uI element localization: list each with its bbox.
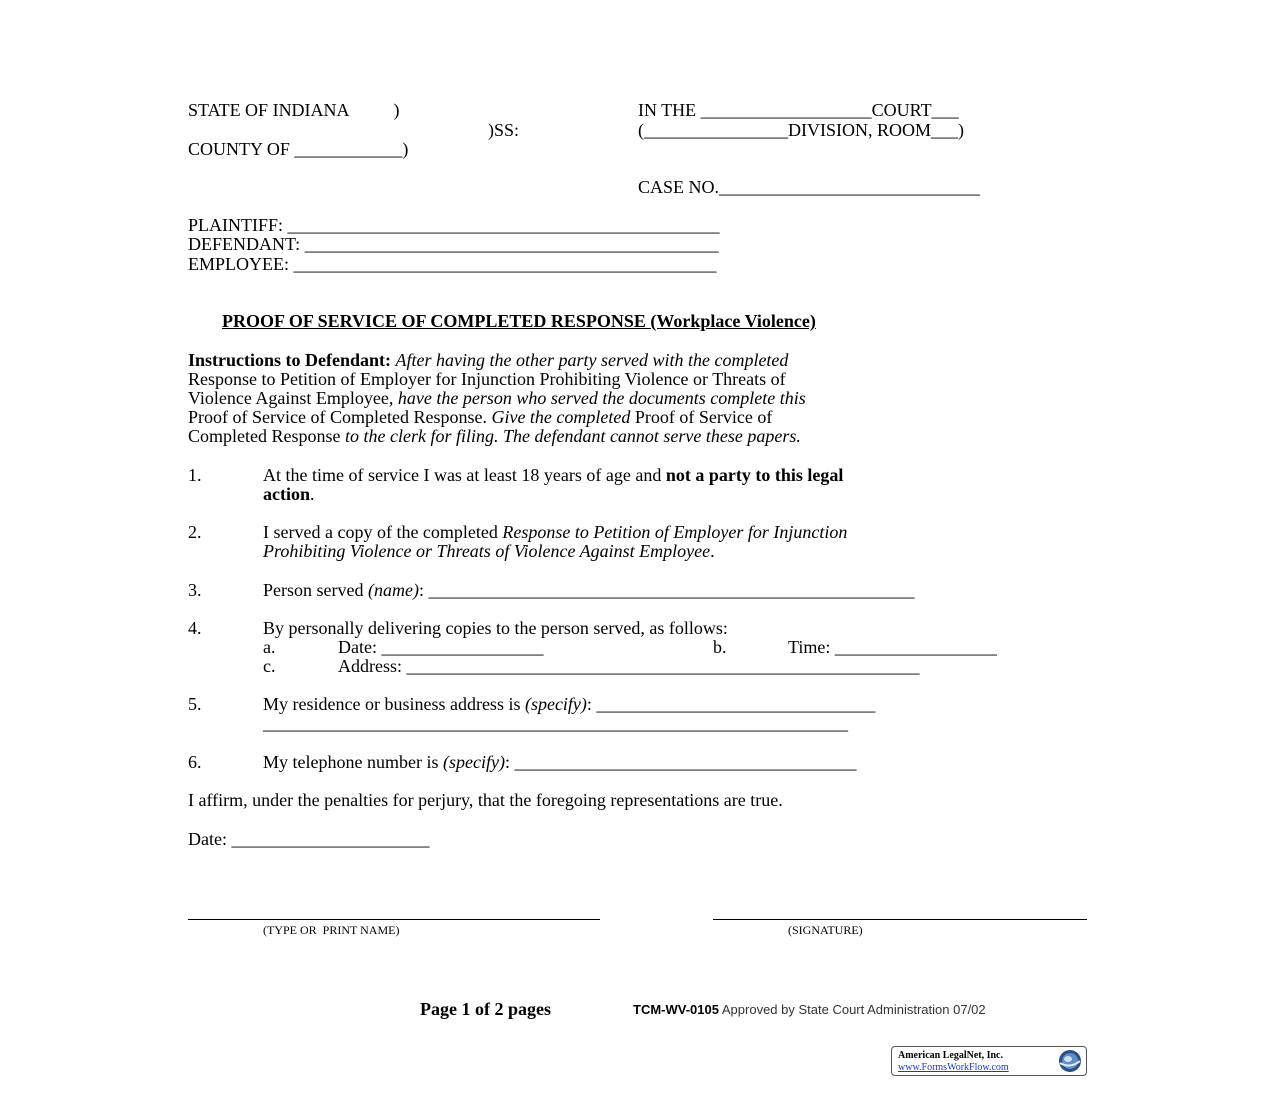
item-4c-label: c. (263, 656, 276, 676)
delivery-address-field[interactable]: Address: _________________________________________________________ (338, 656, 920, 676)
item-1-line-2 (263, 484, 315, 504)
instructions-line-4 (188, 407, 772, 427)
residence-address-line-2[interactable]: _________________________________________________________________ (263, 713, 848, 733)
item-2-line-2 (263, 541, 715, 561)
item-number-2: 2. (188, 522, 202, 542)
instructions-line-5 (188, 426, 801, 446)
item-text: Response to Petition of Employer for Injunction (502, 522, 848, 542)
form-code: TCM-WV-0105 (633, 1002, 719, 1017)
item-number-3: 3. (188, 580, 202, 600)
item-text: : _______________________________ (586, 694, 876, 714)
instructions-text: , have the person who served the documents complete this (388, 388, 806, 408)
telephone-field[interactable] (263, 752, 856, 772)
instructions-text: Proof of Service of (634, 407, 773, 427)
employee-line: EMPLOYEE: _______________________________________________ (188, 254, 717, 274)
delivery-date-field[interactable]: Date: __________________ (338, 637, 544, 657)
item-number-1: 1. (188, 465, 202, 485)
item-number-6: 6. (188, 752, 202, 772)
item-text: (specify) (524, 694, 587, 714)
item-text: I served a copy of the completed (263, 522, 498, 542)
county-caption: COUNTY OF ____________) (188, 139, 409, 159)
item-4b-label: b. (713, 637, 727, 657)
instructions-text: Completed Response (188, 426, 341, 446)
item-text: (name) (367, 580, 419, 600)
item-text: Prohibiting Violence or Threats of Violence Against Employee (263, 541, 711, 561)
item-1-line-1 (263, 465, 843, 485)
item-text: : ______________________________________ (504, 752, 857, 772)
defendant-line: DEFENDANT: ______________________________________________ (188, 234, 719, 254)
instructions-line-2: Response to Petition of Employer for Injunction Prohibiting Violence or Threats of (188, 369, 786, 389)
globe-icon (1058, 1049, 1082, 1073)
person-served-field[interactable] (263, 580, 914, 600)
approval-note: Approved by State Court Administration 07/02 (721, 1002, 986, 1017)
item-4a-label: a. (263, 637, 276, 657)
item-text: not a party to this legal (665, 465, 844, 485)
item-text: . (710, 541, 715, 561)
item-4-text: By personally delivering copies to the person served, as follows: (263, 618, 728, 638)
court-caption: IN THE ___________________COURT___ (638, 100, 959, 120)
date-field[interactable]: Date: ______________________ (188, 829, 430, 849)
item-2-line-1 (263, 522, 847, 542)
instructions-text: to the clerk for filing. The defendant cannot serve these papers. (344, 426, 801, 446)
affirmation-text: I affirm, under the penalties for perjury, that the foregoing representations are true. (188, 790, 783, 810)
print-name-label: (TYPE OR PRINT NAME) (263, 923, 400, 937)
item-text: My residence or business address is (263, 694, 521, 714)
item-text: action (263, 484, 310, 504)
signature-line[interactable] (713, 919, 1087, 920)
item-text: At the time of service I was at least 18 years of age and (263, 465, 662, 485)
item-number-5: 5. (188, 694, 202, 714)
instructions-text: Violence Against Employee (188, 388, 389, 408)
ss-caption: )SS: (488, 120, 520, 140)
legalnet-logo[interactable] (891, 1046, 1087, 1076)
case-number: CASE NO._____________________________ (638, 177, 981, 197)
division-caption: (________________DIVISION, ROOM___) (638, 120, 964, 140)
document-title: PROOF OF SERVICE OF COMPLETED RESPONSE (Workplace Violence) (222, 311, 816, 331)
plaintiff-line: PLAINTIFF: ________________________________________________ (188, 215, 720, 235)
residence-address-field[interactable] (263, 694, 875, 714)
instructions-label: Instructions to Defendant: (188, 350, 392, 370)
item-text: (specify) (442, 752, 505, 772)
form-footer (633, 1002, 986, 1018)
item-number-4: 4. (188, 618, 202, 638)
item-text: : ______________________________________________________ (418, 580, 915, 600)
page-indicator: Page 1 of 2 pages (420, 999, 551, 1019)
logo-company-name: American LegalNet, Inc. (898, 1050, 1003, 1061)
print-name-line[interactable] (188, 919, 600, 920)
item-text: Person served (263, 580, 364, 600)
instructions-text: Proof of Service of Completed Response. (188, 407, 487, 427)
instructions-text: After having the other party served with the completed (395, 350, 789, 370)
instructions-line-1 (188, 350, 788, 370)
logo-url-link[interactable]: www.FormsWorkFlow.com (898, 1062, 1009, 1073)
item-text: . (310, 484, 315, 504)
item-text: My telephone number is (263, 752, 439, 772)
instructions-text: Give the completed (491, 407, 631, 427)
state-caption: STATE OF INDIANA ) (188, 100, 400, 120)
instructions-line-3 (188, 388, 806, 408)
delivery-time-field[interactable]: Time: __________________ (788, 637, 997, 657)
signature-label: (SIGNATURE) (788, 923, 863, 937)
